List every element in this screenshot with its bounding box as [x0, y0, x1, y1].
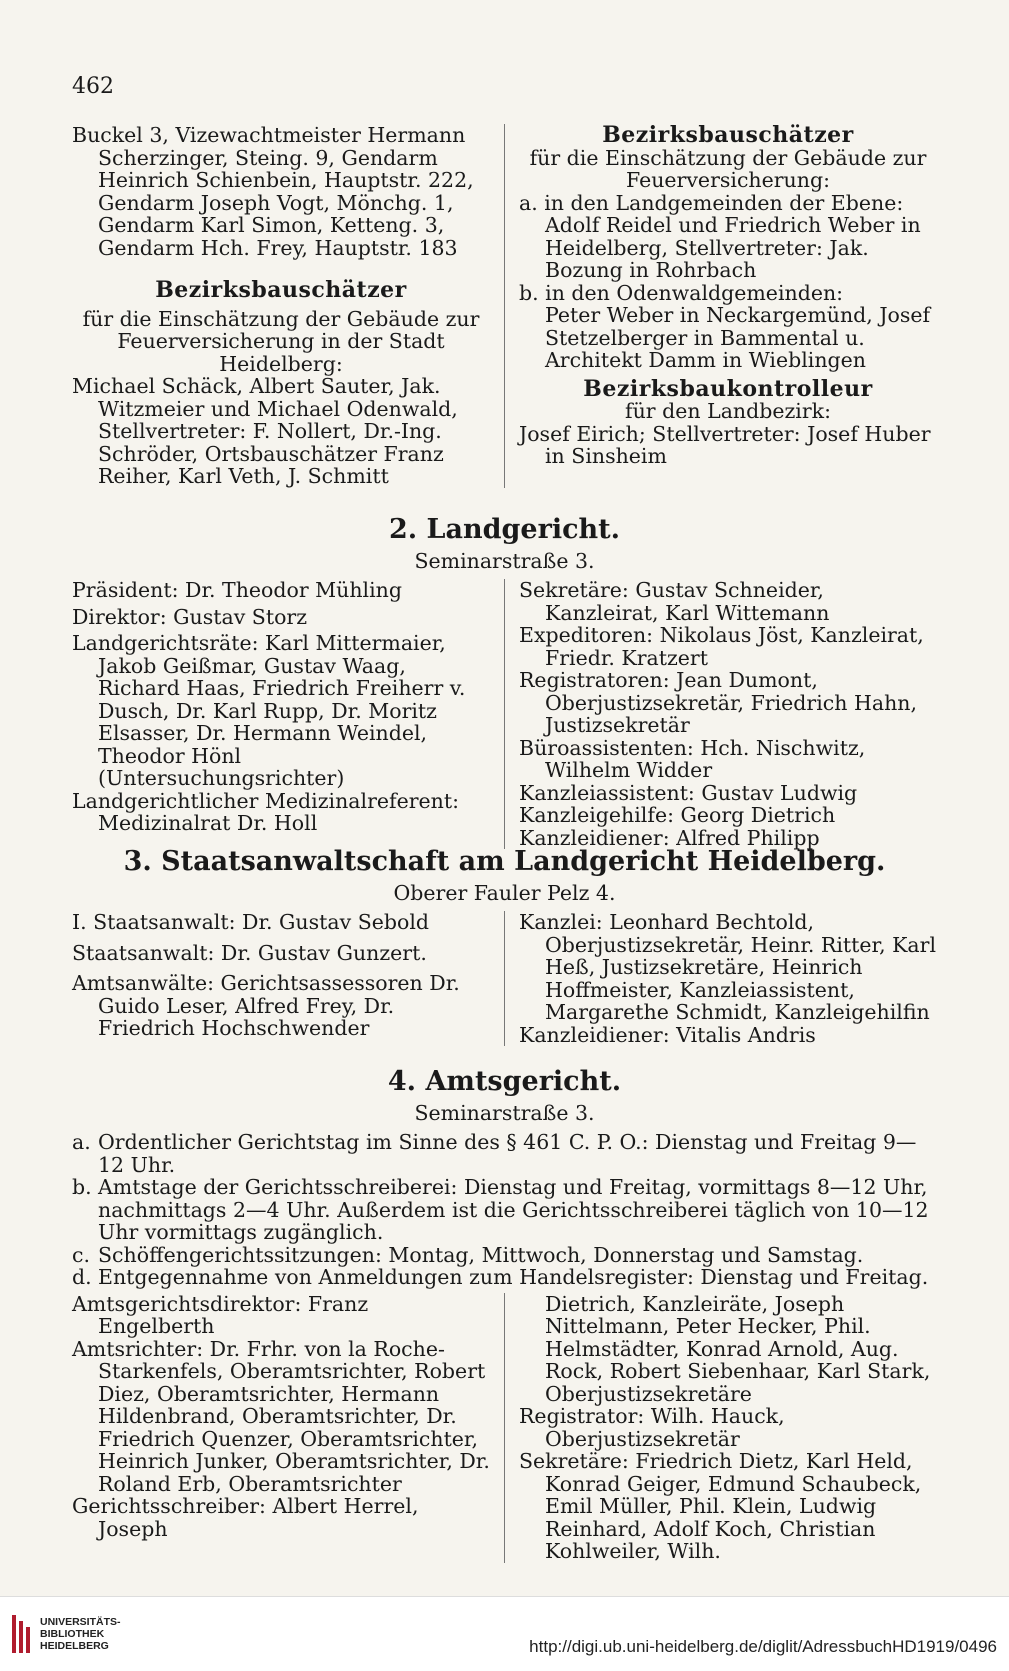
entry: Amtsanwälte: Gerichtsassessoren Dr. Guido Leser, Alfred Frey, Dr. Friedrich Hochschwender: [72, 971, 460, 1040]
left-column: [72, 579, 490, 849]
schaetzer-stadt-list: Michael Schäck, Albert Sauter, Jak. Witzmeier und Michael Odenwald, Stellvertreter: F. Nollert, Dr.-Ing. Schröder, Ortsbauschätzer Franz Reiher, Karl Veth, J. Schmitt: [72, 374, 458, 488]
library-logo[interactable]: [12, 1615, 121, 1653]
right-column: [519, 124, 937, 488]
entry: Kanzlei: Leonhard Bechtold, Oberjustizsekretär, Heinr. Ritter, Karl Heß, Justizsekretäre, Heinrich Hoffmeister, Kanzleiassistent, Margarethe Schmidt, Kanzleigehilfin: [519, 910, 937, 1024]
entry: Direktor: Gustav Storz: [72, 604, 308, 629]
entry: Kanzleidiener: Vitalis Andris: [519, 1022, 816, 1047]
right-column: [519, 579, 937, 849]
entry: Sekretäre: Gustav Schneider, Kanzleirat, Karl Wittemann: [519, 578, 830, 625]
right-column: [519, 911, 937, 1046]
footer-bar: [0, 1596, 1009, 1671]
section-title: 2. Landgericht.: [388, 514, 621, 545]
left-column: [72, 1293, 490, 1563]
entry: Büroassistenten: Hch. Nischwitz, Wilhelm Widder: [519, 735, 866, 782]
item-a-body: Adolf Reidel und Friedrich Weber in Heidelberg, Stellvertreter: Jak. Bozung in Rohrbach: [545, 213, 921, 282]
list-item: b. Amtstage der Gerichtsschreiberei: Dienstag und Freitag, vormittags 8—12 Uhr, nachmittags 2—4 Uhr. Außerdem ist die Gerichtsschreiberei täglich von 10—12 Uhr vormittags zugänglich.: [72, 1175, 929, 1244]
column-divider: [504, 124, 505, 488]
list-item: d. Entgegennahme von Anmeldungen zum Handelsregister: Dienstag und Freitag.: [72, 1265, 929, 1289]
gerichtstage-list: [72, 1131, 937, 1289]
column-divider: [504, 1293, 505, 1563]
section-staatsanwaltschaft: [72, 846, 937, 1046]
entry: Amtsrichter: Dr. Frhr. von la Roche-Starkenfels, Oberamtsrichter, Robert Diez, Oberamtsrichter, Hermann Hildenbrand, Oberamtsrichter, Dr. Friedrich Quenzer, Oberamtsrichter, Heinrich Junker, Oberamtsrichter, Dr. Roland Erb, Oberamtsrichter: [72, 1336, 490, 1496]
subheading-feuerversicherung: für die Einschätzung der Gebäude zur Feuerversicherung:: [529, 145, 927, 192]
section-address: Seminarstraße 3.: [414, 1101, 595, 1125]
entry: Amtsgerichtsdirektor: Franz Engelberth: [72, 1291, 369, 1338]
entry: Kanzleigehilfe: Georg Dietrich: [519, 803, 836, 827]
page-number: 462: [72, 74, 114, 99]
heading-baukontrolleur: Bezirksbaukontrolleur: [583, 375, 873, 402]
entry: Kanzleiassistent: Gustav Ludwig: [519, 780, 858, 805]
item-b-odenwald: b. in den Odenwaldgemeinden:: [519, 280, 844, 305]
section-address: Oberer Fauler Pelz 4.: [393, 881, 616, 905]
entry: Registrator: Wilh. Hauck, Oberjustizsekretär: [519, 1404, 785, 1451]
item-a-ebene: a. in den Landgemeinden der Ebene:: [519, 190, 904, 215]
list-item: c. Schöffengerichtssitzungen: Montag, Mittwoch, Donnerstag und Samstag.: [72, 1242, 864, 1267]
column-divider: [504, 911, 505, 1046]
entry: Kanzleidiener: Alfred Philipp: [519, 825, 820, 850]
left-column: [72, 911, 490, 1046]
entry: Landgerichtlicher Medizinalreferent: Medizinalrat Dr. Holl: [72, 788, 460, 835]
left-column: [72, 124, 490, 488]
subheading-landbezirk: für den Landbezirk:: [625, 399, 831, 423]
entry: Landgerichtsräte: Karl Mittermaier, Jakob Geißmar, Gustav Waag, Richard Haas, Friedrich Freiherr v. Dusch, Dr. Karl Rupp, Dr. Moritz Elsasser, Dr. Hermann Weindel, Theodor Hönl (Untersuchungsrichter): [72, 631, 466, 790]
section-title: 3. Staatsanwaltschaft am Landgericht Heidelberg.: [123, 846, 886, 877]
entry: Staatsanwalt: Dr. Gustav Gunzert.: [72, 940, 427, 965]
entry: Expeditoren: Nikolaus Jöst, Kanzleirat, Friedr. Kratzert: [519, 623, 924, 670]
heading-bezirksbauschaetzer-stadt: Bezirksbauschätzer: [155, 277, 407, 303]
section-address: Seminarstraße 3.: [414, 549, 595, 573]
section-title: 4. Amtsgericht.: [387, 1066, 622, 1097]
column-divider: [504, 579, 505, 849]
section-amtsgericht: [72, 1066, 937, 1563]
logo-line: HEIDELBERG: [40, 1640, 109, 1652]
baukontrolleur-body: Josef Eirich; Stellvertreter: Josef Huber in Sinsheim: [519, 421, 931, 468]
logo-line: BIBLIOTHEK: [40, 1628, 105, 1640]
section-landgericht: [72, 514, 937, 849]
item-b-body: Peter Weber in Neckargemünd, Josef Stetzelberger in Bammental u. Architekt Damm in Wieblingen: [545, 303, 931, 372]
gendarmerie-paragraph: Buckel 3, Vizewachtmeister Hermann Scherzinger, Steing. 9, Gendarm Heinrich Schienbein, Hauptstr. 222, Gendarm Joseph Vogt, Mönchg. 1, Gendarm Karl Simon, Ketteng. 3, Gendarm Hch. Frey, Hauptstr. 183: [72, 123, 474, 260]
entry: Gerichtsschreiber: Albert Herrel, Joseph: [72, 1494, 419, 1541]
subheading-stadt: für die Einschätzung der Gebäude zur Feuerversicherung in der Stadt Heidelberg:: [82, 306, 480, 376]
section-bezirk: [72, 124, 937, 488]
entry: Dietrich, Kanzleiräte, Joseph Nittelmann, Peter Hecker, Phil. Helmstädter, Konrad Arnold, Aug. Rock, Robert Siebenhaar, Karl Stark, Oberjustizsekretäre: [545, 1291, 931, 1406]
list-item: a. Ordentlicher Gerichtstag im Sinne des § 461 C. P. O.: Dienstag und Freitag 9—12 Uhr.: [72, 1130, 917, 1177]
logo-line: UNIVERSITÄTS-: [40, 1616, 121, 1628]
entry: Registratoren: Jean Dumont, Oberjustizsekretär, Friedrich Hahn, Justizsekretär: [519, 668, 917, 737]
heading-bezirksbauschaetzer-land: Bezirksbauschätzer: [602, 122, 854, 148]
entry: Präsident: Dr. Theodor Mühling: [72, 578, 402, 602]
right-column: [519, 1293, 937, 1563]
source-url[interactable]: http://digi.ub.uni-heidelberg.de/diglit/AdressbuchHD1919/0496: [529, 1637, 997, 1656]
entry: Sekretäre: Friedrich Dietz, Karl Held, Konrad Geiger, Edmund Schaubeck, Emil Müller, Phil. Klein, Ludwig Reinhard, Adolf Koch, Christian Kohlweiler, Wilh.: [519, 1449, 922, 1563]
library-logo-icon: [12, 1615, 34, 1653]
entry: I. Staatsanwalt: Dr. Gustav Sebold: [72, 910, 430, 934]
